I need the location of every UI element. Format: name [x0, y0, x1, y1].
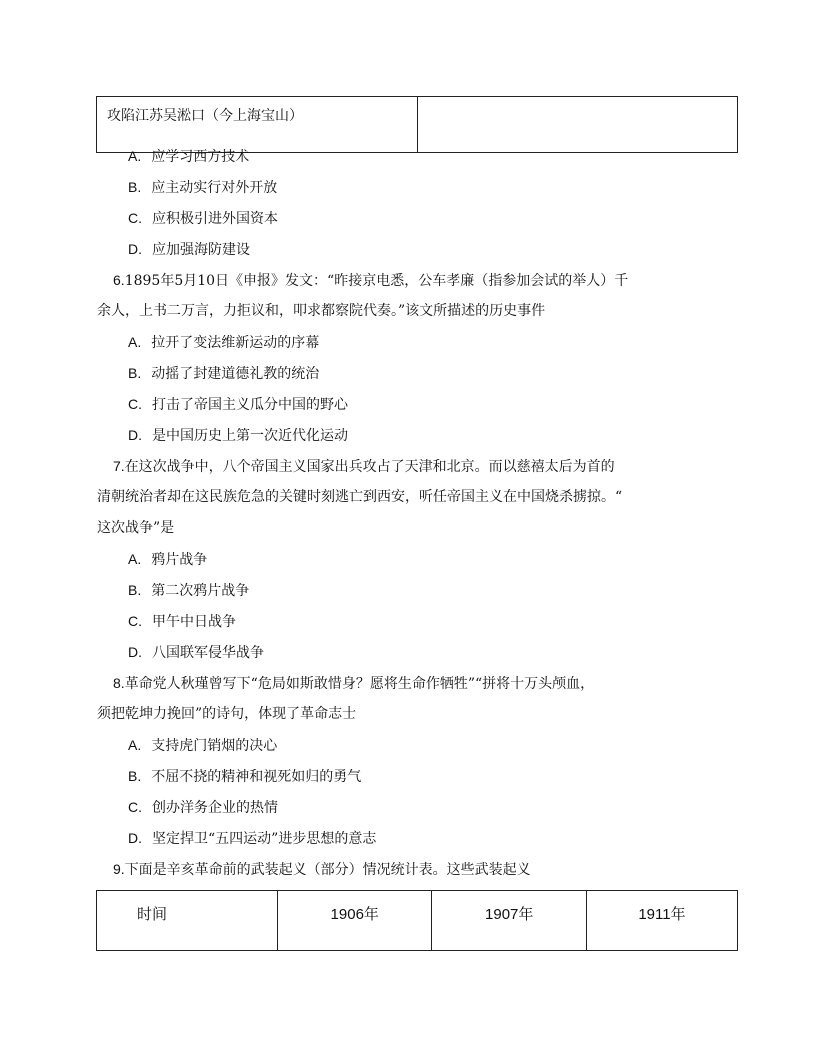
- q8-stem-line-1: [113, 673, 594, 694]
- option-label: B.: [128, 365, 142, 381]
- q5-option-b: [128, 177, 277, 198]
- q8-option-a: [128, 735, 277, 756]
- option-text: 第二次鸦片战争: [151, 583, 250, 599]
- question-text: 在这次战争中，八个帝国主义国家出兵攻占了天津和北京。而以慈禧太后为首的: [124, 459, 615, 475]
- q6-option-b: [128, 363, 319, 384]
- option-label: B.: [128, 179, 142, 195]
- q5-option-d: [128, 239, 250, 260]
- question-number: 9.: [113, 861, 125, 877]
- q8-option-d: [128, 828, 376, 849]
- q9-stem-line-1: [113, 859, 531, 880]
- table-header-cell: 1907年: [432, 891, 586, 951]
- q6-stem-line-1: [113, 270, 628, 291]
- option-text: 支持虎门销烟的决心: [151, 738, 278, 754]
- q6-option-c: [128, 394, 348, 415]
- q7-option-d: [128, 642, 264, 663]
- option-label: B.: [128, 768, 142, 784]
- q6-stem-line-2: 余人，上书二万言，力拒议和，叩求都察院代奏。”该文所描述的历史事件: [97, 303, 546, 319]
- option-label: C.: [128, 396, 142, 412]
- table-row: [97, 97, 738, 153]
- option-text: 甲午中日战争: [152, 614, 236, 630]
- option-label: D.: [128, 830, 142, 846]
- option-text: 应加强海防建设: [152, 242, 250, 258]
- q7-option-c: [128, 611, 236, 632]
- option-label: C.: [128, 613, 142, 629]
- q7-stem-line-1: [113, 456, 615, 477]
- option-label: C.: [128, 799, 142, 815]
- table-header-cell: 1911年: [586, 891, 737, 951]
- option-label: D.: [128, 427, 142, 443]
- question-number: 7.: [113, 458, 125, 474]
- question-number: 8.: [113, 675, 125, 691]
- q7-option-a: [128, 549, 207, 570]
- question-text: 下面是辛亥革命前的武装起义（部分）情况统计表。这些武装起义: [124, 862, 531, 878]
- option-label: A.: [128, 737, 142, 753]
- q8-option-c: [128, 797, 278, 818]
- q7-stem-line-3: 这次战争”是: [97, 520, 175, 536]
- option-label: C.: [128, 210, 142, 226]
- option-text: 创办洋务企业的热情: [152, 800, 278, 816]
- option-text: 鸦片战争: [151, 552, 208, 568]
- option-text: 拉开了变法维新运动的序幕: [151, 335, 320, 351]
- question-text: 1895年5月10日《申报》发文：“昨接京电悉，公车孝廉（指参加会试的举人）千: [124, 273, 629, 289]
- option-label: A.: [128, 148, 142, 164]
- q7-option-b: [128, 580, 249, 601]
- option-label: B.: [128, 582, 142, 598]
- option-text: 应学习西方技术: [151, 149, 250, 165]
- option-text: 八国联军侵华战争: [152, 645, 264, 661]
- option-text: 坚定捍卫“五四运动”进步思想的意志: [152, 831, 377, 847]
- q5-option-a: [128, 146, 249, 167]
- option-text: 不屈不挠的精神和视死如归的勇气: [151, 769, 362, 785]
- q8-stem-line-2: 须把乾坤力挽回”的诗句，体现了革命志士: [97, 706, 357, 722]
- question-number: 6.: [113, 272, 125, 288]
- q5-option-c: [128, 208, 278, 229]
- table-header-cell: 时间: [97, 891, 278, 951]
- table-cell: [418, 97, 738, 153]
- option-text: 是中国历史上第一次近代化运动: [152, 428, 348, 444]
- option-text: 应主动实行对外开放: [151, 180, 278, 196]
- table-header-cell: 1906年: [278, 891, 432, 951]
- q6-option-d: [128, 425, 348, 446]
- table-row: [97, 891, 738, 951]
- option-text: 应积极引进外国资本: [152, 211, 278, 227]
- question-text: 革命党人秋瑾曾写下“危局如斯敢惜身？愿将生命作牺牲”“拼将十万头颅血，: [124, 676, 595, 692]
- uprisings-table: [96, 890, 738, 951]
- q7-stem-line-2: 清朝统治者却在这民族危急的关键时刻逃亡到西安，听任帝国主义在中国烧杀掳掠。“: [97, 489, 623, 505]
- table-cell: 攻陷江苏吴淞口（今上海宝山）: [97, 97, 418, 153]
- option-label: D.: [128, 644, 142, 660]
- top-table: [96, 96, 738, 153]
- option-label: A.: [128, 334, 142, 350]
- q8-option-b: [128, 766, 361, 787]
- option-label: D.: [128, 241, 142, 257]
- q6-option-a: [128, 332, 319, 353]
- option-text: 动摇了封建道德礼教的统治: [151, 366, 320, 382]
- option-text: 打击了帝国主义瓜分中国的野心: [152, 397, 348, 413]
- option-label: A.: [128, 551, 142, 567]
